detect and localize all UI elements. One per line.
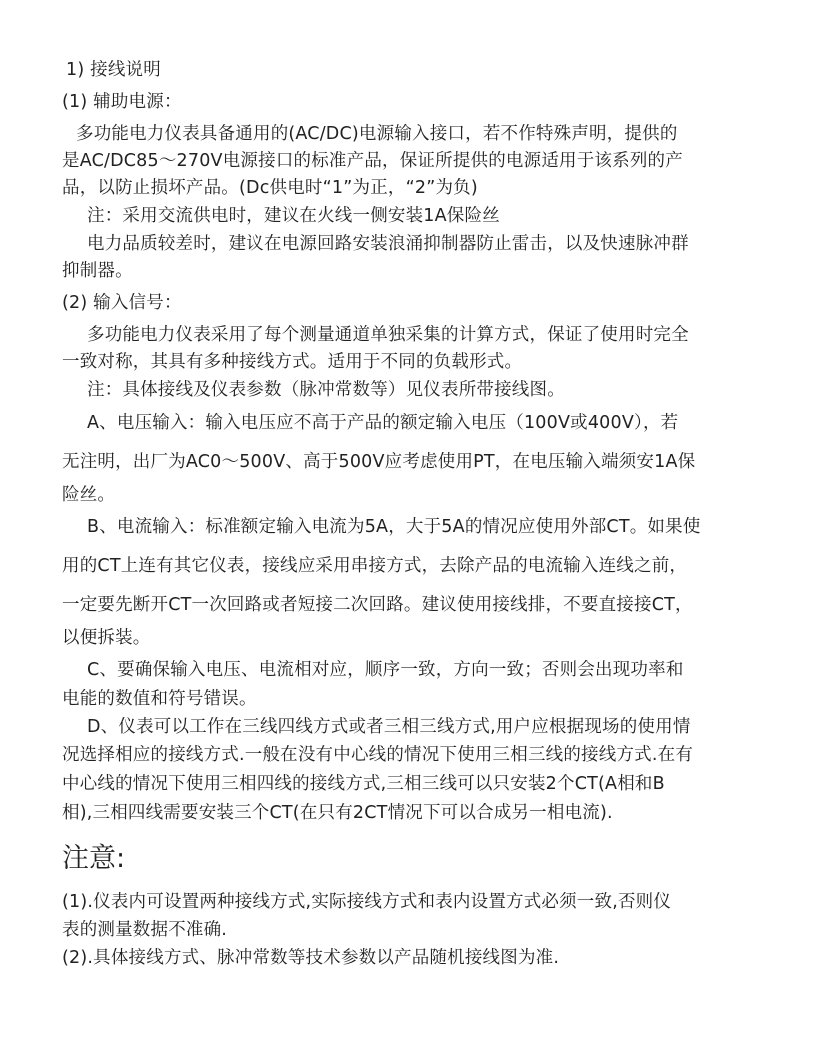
power-quality-line: 抑制器。	[62, 261, 133, 281]
voltage-input-line: 险丝。	[62, 485, 116, 505]
wiring-mode-line: 相),三相四线需要安装三个CT(在只有2CT情况下可以合成另一相电流).	[62, 803, 613, 823]
notice-item-line: (2).具体接线方式、脉冲常数等技术参数以产品随机接线图为准.	[62, 948, 560, 968]
aux-power-paragraph-line: 多功能电力仪表具备通用的(AC/DC)电源输入接口，若不作特殊声明，提供的	[76, 124, 678, 144]
wiring-mode-line: 中心线的情况下使用三相四线的接线方式,三相三线可以只安装2个CT(A相和B	[62, 774, 665, 794]
power-quality-line: 电力品质较差时，建议在电源回路安装浪涌抑制器防止雷击，以及快速脉冲群	[87, 234, 689, 254]
phase-order-line: C、要确保输入电压、电流相对应，顺序一致，方向一致；否则会出现功率和	[87, 660, 684, 680]
aux-power-note: 注：采用交流供电时，建议在火线一侧安装1A保险丝	[87, 206, 500, 226]
wiring-mode-line: 况选择相应的接线方式.一般在没有中心线的情况下使用三相三线的接线方式.在有	[62, 745, 694, 765]
aux-power-paragraph-line: 品，以防止损坏产品。(Dc供电时“1”为正，“2”为负)	[62, 178, 478, 198]
current-input-line: 用的CT上连有其它仪表，接线应采用串接方式，去除产品的电流输入连线之前，	[62, 556, 688, 576]
notice-item-line: 表的测量数据不准确.	[62, 920, 228, 940]
input-signal-paragraph-line: 多功能电力仪表采用了每个测量通道单独采集的计算方式，保证了使用时完全	[87, 325, 689, 345]
voltage-input-line: 无注明，出厂为AC0～500V、高于500V应考虑使用PT，在电压输入端须安1A保	[62, 452, 696, 472]
section-title: 1) 接线说明	[66, 60, 161, 80]
aux-power-heading: (1) 辅助电源：	[62, 92, 182, 112]
current-input-line: B、电流输入：标准额定输入电流为5A，大于5A的情况应使用外部CT。如果使	[87, 517, 701, 537]
input-signal-heading: (2) 输入信号：	[62, 293, 182, 313]
voltage-input-line: A、电压输入：输入电压应不高于产品的额定输入电压（100V或400V），若	[87, 413, 679, 433]
wiring-mode-line: D、仪表可以工作在三线四线方式或者三相三线方式,用户应根据现场的使用情	[87, 717, 691, 737]
phase-order-line: 电能的数值和符号错误。	[62, 689, 257, 709]
aux-power-paragraph-line: 是AC/DC85～270V电源接口的标准产品，保证所提供的电源适用于该系列的产	[62, 151, 683, 171]
notice-item-line: (1).仪表内可设置两种接线方式,实际接线方式和表内设置方式必须一致,否则仪	[62, 892, 672, 912]
input-signal-paragraph-line: 一致对称，其具有多种接线方式。适用于不同的负载形式。	[62, 352, 523, 372]
current-input-line: 以便拆装。	[62, 628, 151, 648]
current-input-line: 一定要先断开CT一次回路或者短接二次回路。建议使用接线排，不要直接接CT，	[62, 595, 693, 615]
notice-heading: 注意:	[62, 843, 126, 874]
input-signal-note: 注：具体接线及仪表参数（脉冲常数等）见仪表所带接线图。	[87, 380, 565, 400]
